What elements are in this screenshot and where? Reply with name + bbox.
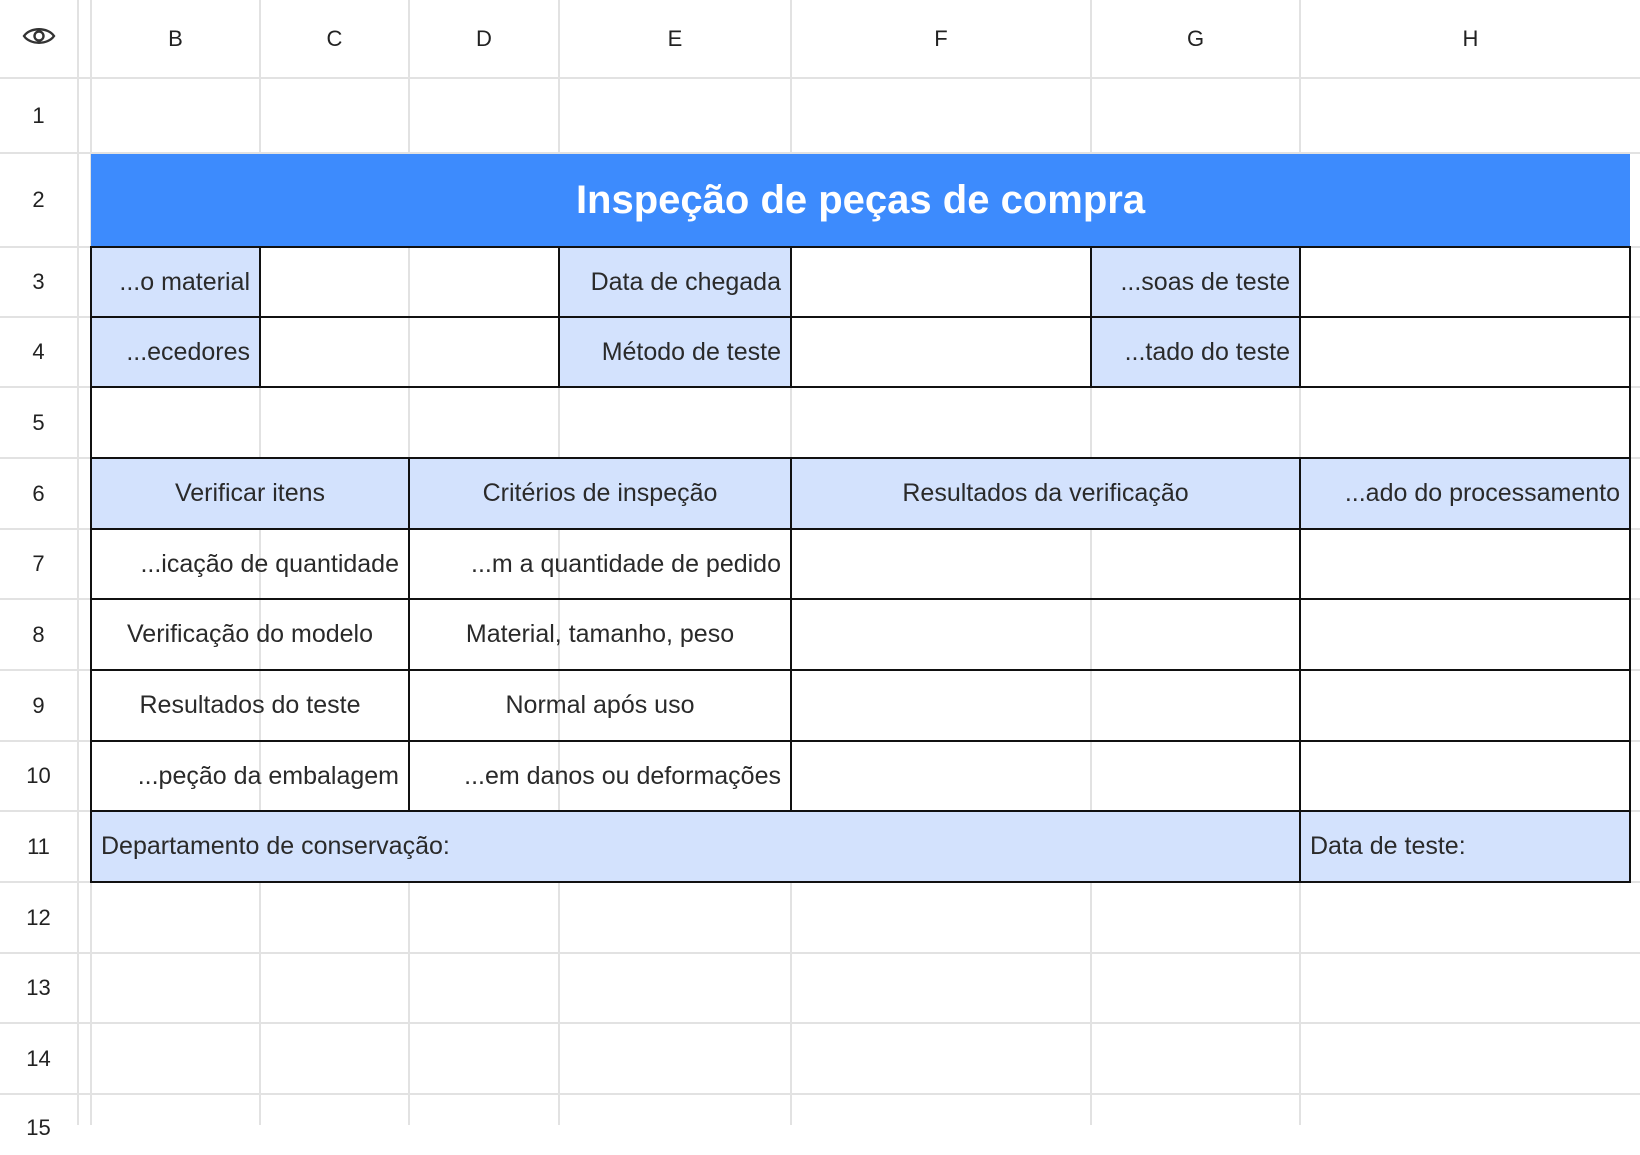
table-row-criteria[interactable]: ...em danos ou deformações	[464, 761, 781, 790]
header-verification-results[interactable]: Resultados da verificação	[791, 458, 1300, 529]
table-row-processing[interactable]	[1300, 670, 1630, 741]
material-value-cell[interactable]	[260, 247, 559, 317]
test-result-value-cell[interactable]	[1300, 317, 1630, 387]
row-header-13[interactable]: 13	[0, 954, 77, 1022]
header-check-items[interactable]: Verificar itens	[91, 458, 409, 529]
column-header-h[interactable]: H	[1301, 0, 1640, 77]
column-header-d[interactable]: D	[410, 0, 558, 77]
table-row-processing[interactable]	[1300, 741, 1630, 811]
row-header-15[interactable]: 15	[0, 1095, 77, 1155]
table-row-processing[interactable]	[1300, 529, 1630, 599]
test-date-label-cell[interactable]: Data de teste:	[1300, 811, 1630, 882]
table-row-processing[interactable]	[1300, 599, 1630, 670]
eye-icon[interactable]	[22, 25, 56, 53]
test-result-label-cell[interactable]: ...tado do teste	[1091, 317, 1300, 387]
arrival-date-label-cell[interactable]: Data de chegada	[559, 247, 791, 317]
row-header-11[interactable]: 11	[0, 812, 77, 881]
table-row-item[interactable]: Verificação do modelo	[127, 620, 373, 648]
row-header-4[interactable]: 4	[0, 318, 77, 386]
table-row-result[interactable]	[791, 741, 1300, 811]
column-header-b[interactable]: B	[92, 0, 259, 77]
arrival-date-value-cell[interactable]	[791, 247, 1091, 317]
testers-value-cell[interactable]	[1300, 247, 1630, 317]
table-row-criteria[interactable]: ...m a quantidade de pedido	[471, 549, 781, 578]
header-processing-result[interactable]: ...ado do processamento	[1300, 458, 1630, 529]
testers-label-cell[interactable]: ...soas de teste	[1091, 247, 1300, 317]
row-header-8[interactable]: 8	[0, 600, 77, 669]
table-row-item[interactable]: ...peção da embalagem	[137, 761, 399, 790]
row-header-5[interactable]: 5	[0, 388, 77, 457]
table-row-item[interactable]: ...icação de quantidade	[140, 549, 399, 578]
header-inspection-criteria[interactable]: Critérios de inspeção	[409, 458, 791, 529]
department-label-cell[interactable]: Departamento de conservação:	[91, 811, 1300, 882]
row-header-2[interactable]: 2	[0, 154, 77, 246]
table-row-result[interactable]	[791, 599, 1300, 670]
table-row-item[interactable]: Resultados do teste	[139, 691, 361, 719]
test-method-value-cell[interactable]	[791, 317, 1091, 387]
table-row-result[interactable]	[791, 670, 1300, 741]
material-label-cell[interactable]: ...o material	[91, 247, 260, 317]
table-row-result[interactable]	[791, 529, 1300, 599]
row-header-10[interactable]: 10	[0, 742, 77, 810]
row-header-3[interactable]: 3	[0, 248, 77, 316]
column-header-e[interactable]: E	[560, 0, 790, 77]
row-header-12[interactable]: 12	[0, 883, 77, 952]
column-header-g[interactable]: G	[1092, 0, 1299, 77]
column-header-c[interactable]: C	[261, 0, 408, 77]
row-header-14[interactable]: 14	[0, 1024, 77, 1093]
suppliers-label-cell[interactable]: ...ecedores	[91, 317, 260, 387]
select-all-corner[interactable]	[0, 0, 77, 77]
spacer-row-cell[interactable]	[91, 387, 1630, 458]
row-header-9[interactable]: 9	[0, 671, 77, 740]
row-header-1[interactable]: 1	[0, 79, 77, 152]
column-header-f[interactable]: F	[792, 0, 1090, 77]
row-header-6[interactable]: 6	[0, 459, 77, 528]
test-method-label-cell[interactable]: Método de teste	[559, 317, 791, 387]
sheet-title[interactable]: Inspeção de peças de compra	[91, 154, 1630, 246]
suppliers-value-cell[interactable]	[260, 317, 559, 387]
table-row-criteria[interactable]: Normal após uso	[505, 691, 695, 719]
row-header-7[interactable]: 7	[0, 530, 77, 598]
table-row-criteria[interactable]: Material, tamanho, peso	[465, 620, 735, 648]
